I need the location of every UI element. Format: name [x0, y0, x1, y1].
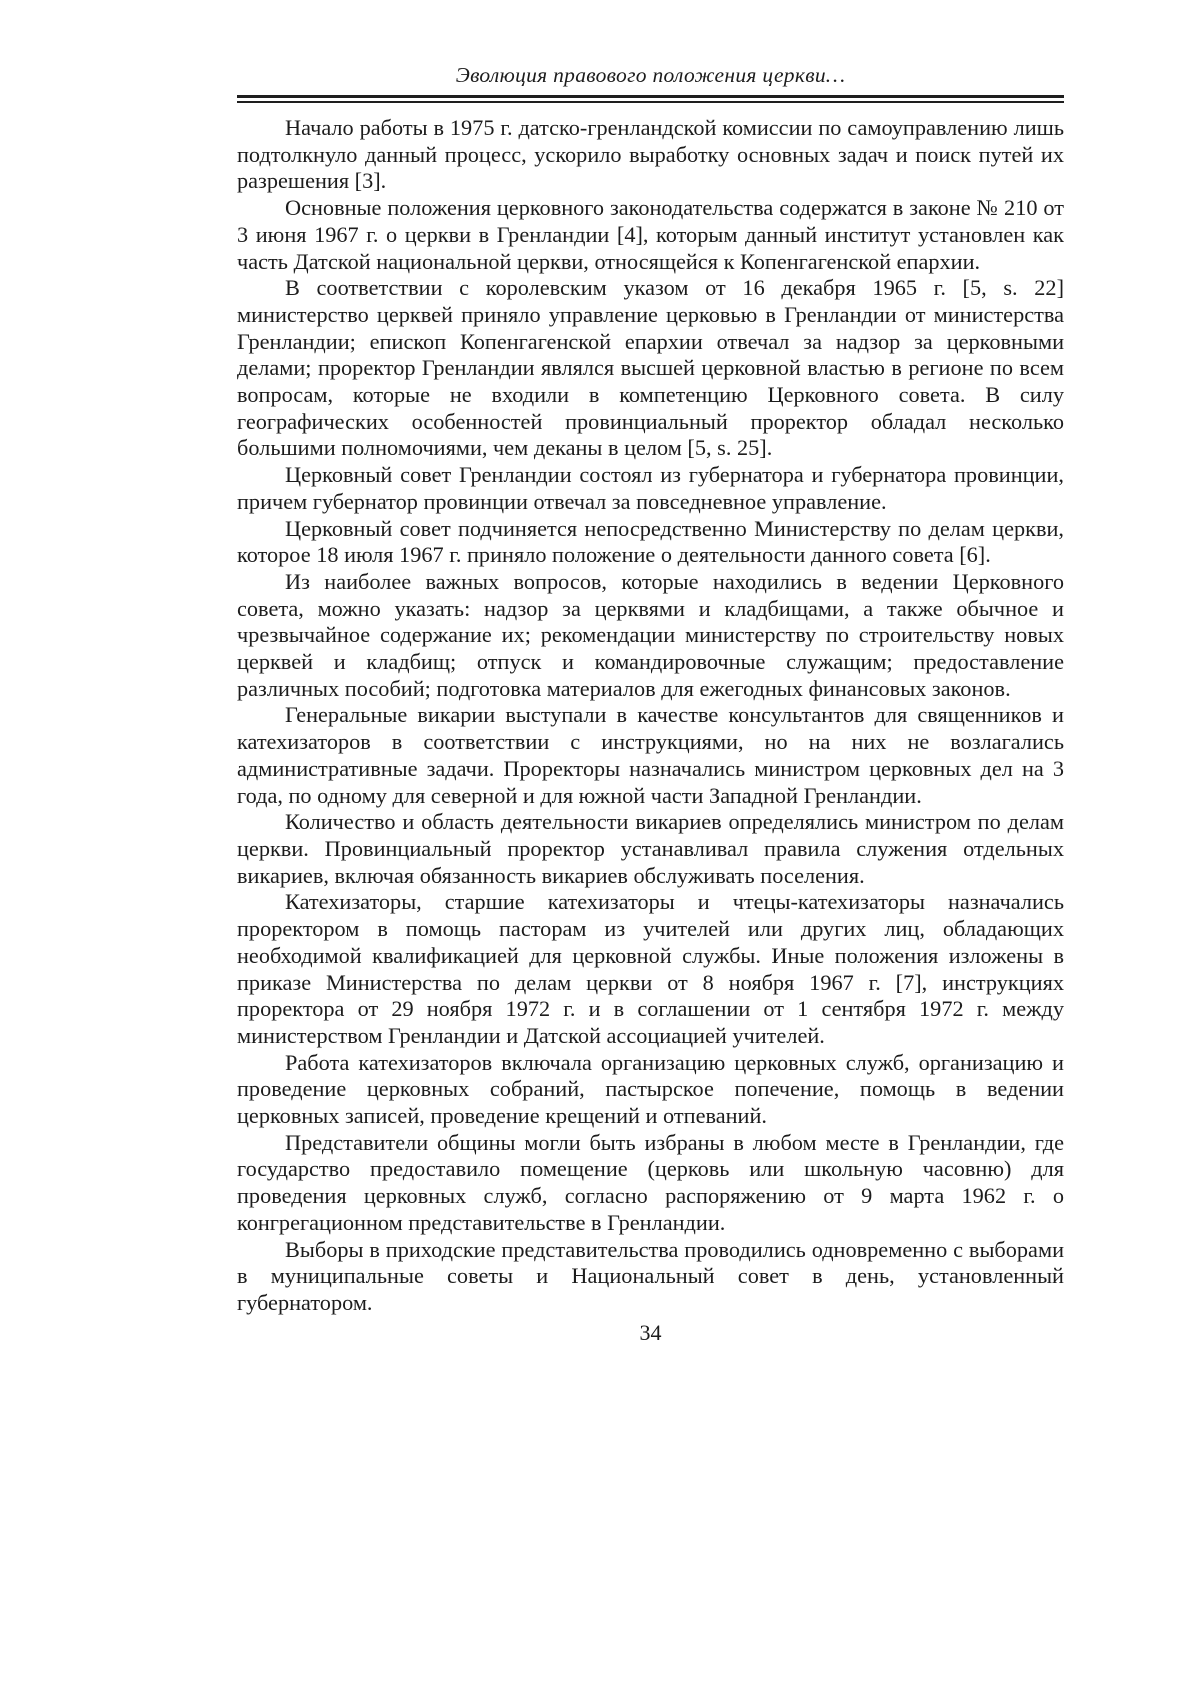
paragraph: Церковный совет Гренландии состоял из губернатора и губернатора провинции, причем губернатор провинции отвечал за повседневное управление. [237, 462, 1064, 514]
paragraph: Начало работы в 1975 г. датско-гренландской комиссии по самоуправлению лишь подтолкнуло данный процесс, ускорило выработку основных задач и поиск путей их разрешения [3]. [237, 115, 1064, 194]
header-rule [237, 95, 1064, 103]
paragraph: Катехизаторы, старшие катехизаторы и чтецы-катехизаторы назначались проректором в помощь пасторам из учителей или других лиц, обладающих необходимой квалификацией для церковной службы. Иные положения изложены в приказе Министерства по делам церкви от 8 ноября 1967 г. [7], инструкциях проректора от 29 ноября 1972 г. и в соглашении от 1 сентября 1972 г. между министерством Гренландии и Датской ассоциацией учителей. [237, 889, 1064, 1048]
paragraph: Из наиболее важных вопросов, которые находились в ведении Церковного совета, можно указать: надзор за церквями и кладбищами, а также обычное и чрезвычайное содержание их; рекомендации министерству по строительству новых церквей и кладбищ; отпуск и командировочные служащим; предоставление различных пособий; подготовка материалов для ежегодных финансовых законов. [237, 568, 1064, 701]
paragraph: Генеральные викарии выступали в качестве консультантов для священников и катехизаторов в соответствии с инструкциями, но на них не возлагались административные задачи. Проректоры назначались министром церковных дел на 3 года, по одному для северной и для южной части Западной Гренландии. [237, 702, 1064, 808]
paragraph: В соответствии с королевским указом от 16 декабря 1965 г. [5, s. 22] министерство церквей приняло управление церковью в Гренландии от министерства Гренландии; епископ Копенгагенской епархии отвечал за надзор за церковными делами; проректор Гренландии являлся высшей церковной властью в регионе по всем вопросам, которые не входили в компетенцию Церковного совета. В силу географических особенностей провинциальный проректор обладал несколько большими полномочиями, чем деканы в целом [5, s. 25]. [237, 275, 1064, 461]
paragraph: Выборы в приходские представительства проводились одновременно с выборами в муниципальные советы и Национальный совет в день, установленный губернатором. [237, 1236, 1064, 1315]
article-body [237, 115, 1064, 1317]
page-content [237, 62, 1064, 1317]
paragraph: Работа катехизаторов включала организацию церковных служб, организацию и проведение церковных собраний, пастырское попечение, помощь в ведении церковных записей, проведение крещений и отпеваний. [237, 1049, 1064, 1129]
page-number: 34 [639, 1320, 662, 1345]
paragraph: Количество и область деятельности викариев определялись министром по делам церкви. Провинциальный проректор устанавливал правила служения отдельных викариев, включая обязанность викариев обслуживать поселения. [237, 809, 1064, 888]
running-head-title: Эволюция правового положения церкви… [455, 63, 846, 87]
paragraph: Представители общины могли быть избраны в любом месте в Гренландии, где государство предоставило помещение (церковь или школьную часовню) для проведения церковных служб, согласно распоряжению от 9 марта 1962 г. о конгрегационном представительстве в Гренландии. [237, 1129, 1064, 1235]
paragraph: Церковный совет подчиняется непосредственно Министерству по делам церкви, которое 18 июля 1967 г. приняло положение о деятельности данного совета [6]. [237, 515, 1064, 568]
paragraph: Основные положения церковного законодательства содержатся в законе № 210 от 3 июня 1967 г. о церкви в Гренландии [4], которым данный институт установлен как часть Датской национальной церкви, относящейся к Копенгагенской епархии. [237, 195, 1064, 274]
